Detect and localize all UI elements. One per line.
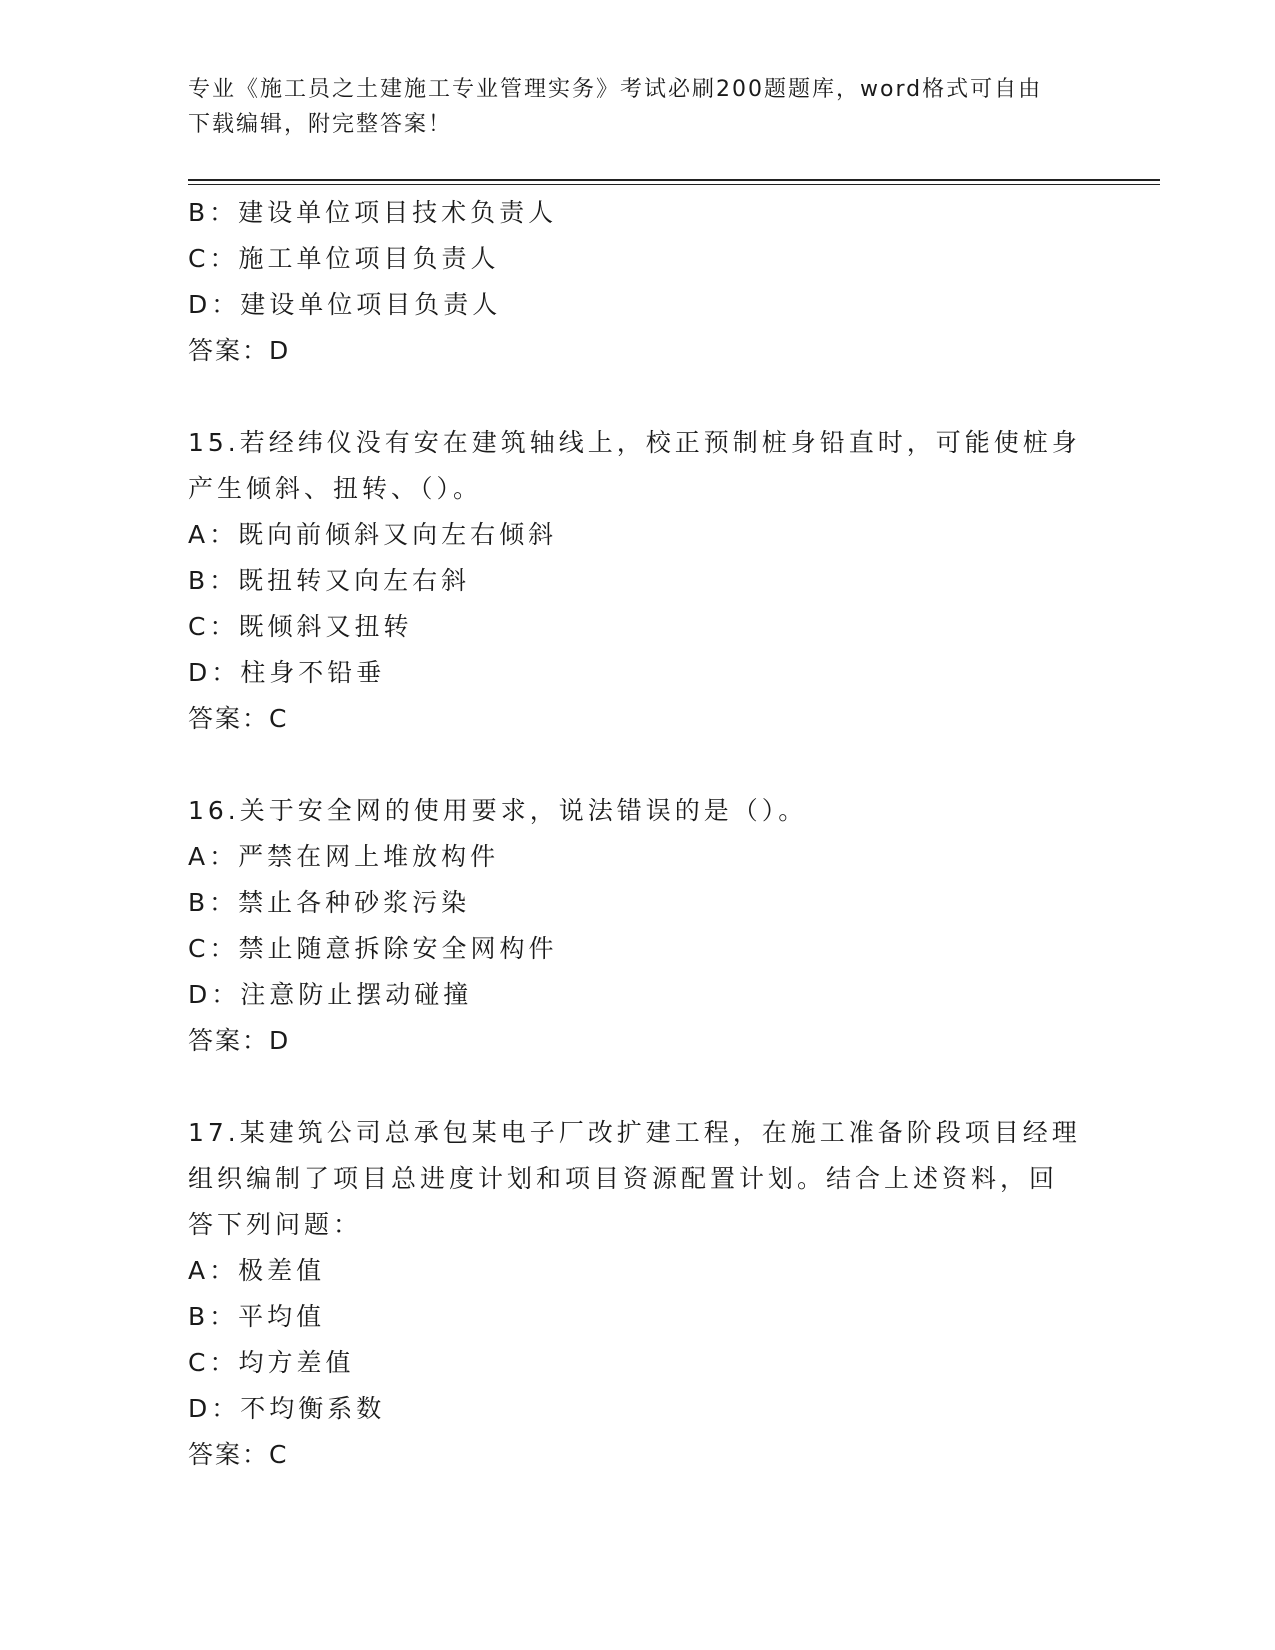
option-a: A：极差值 [188, 1256, 326, 1285]
option-a: A：严禁在网上堆放构件 [188, 842, 500, 871]
option-a: A：既向前倾斜又向左右倾斜 [188, 520, 558, 549]
answer-line: 答案：C [188, 704, 289, 733]
question-stem: 16.关于安全网的使用要求，说法错误的是（）。 [188, 796, 808, 825]
option-d: D：建设单位项目负责人 [188, 290, 502, 319]
option-d: D：不均衡系数 [188, 1394, 386, 1423]
question-block-14 [188, 190, 1088, 374]
option-c: C：既倾斜又扭转 [188, 612, 413, 641]
question-stem: 17.某建筑公司总承包某电子厂改扩建工程，在施工准备阶段项目经理 [188, 1118, 1081, 1147]
question-stem: 答下列问题： [188, 1210, 363, 1239]
header-line-2: 下载编辑，附完整答案！ [188, 112, 453, 137]
document-header [188, 72, 1088, 142]
spacer [188, 742, 1088, 788]
header-rule-thin [188, 184, 1160, 185]
header-rule-thick [188, 179, 1160, 181]
answer-line: 答案：D [188, 336, 291, 365]
option-b: B：平均值 [188, 1302, 326, 1331]
question-stem: 15.若经纬仪没有安在建筑轴线上，校正预制桩身铅直时，可能使桩身 [188, 428, 1081, 457]
answer-line: 答案：D [188, 1026, 291, 1055]
option-d: D：柱身不铅垂 [188, 658, 386, 687]
question-stem: 产生倾斜、扭转、（）。 [188, 474, 483, 503]
question-stem: 组织编制了项目总进度计划和项目资源配置计划。结合上述资料，回 [188, 1164, 1059, 1193]
option-c: C：施工单位项目负责人 [188, 244, 500, 273]
option-b: B：建设单位项目技术负责人 [188, 198, 558, 227]
answer-line: 答案：C [188, 1440, 289, 1469]
question-block-17 [188, 1110, 1088, 1478]
header-line-1: 专业《施工员之土建施工专业管理实务》考试必刷200题题库，word格式可自由 [188, 77, 1043, 102]
spacer [188, 374, 1088, 420]
option-d: D：注意防止摆动碰撞 [188, 980, 473, 1009]
question-list [188, 190, 1088, 1478]
option-b: B：禁止各种砂浆污染 [188, 888, 471, 917]
option-b: B：既扭转又向左右斜 [188, 566, 471, 595]
question-block-16 [188, 788, 1088, 1064]
spacer [188, 1064, 1088, 1110]
option-c: C：均方差值 [188, 1348, 355, 1377]
option-c: C：禁止随意拆除安全网构件 [188, 934, 558, 963]
question-block-15 [188, 420, 1088, 742]
